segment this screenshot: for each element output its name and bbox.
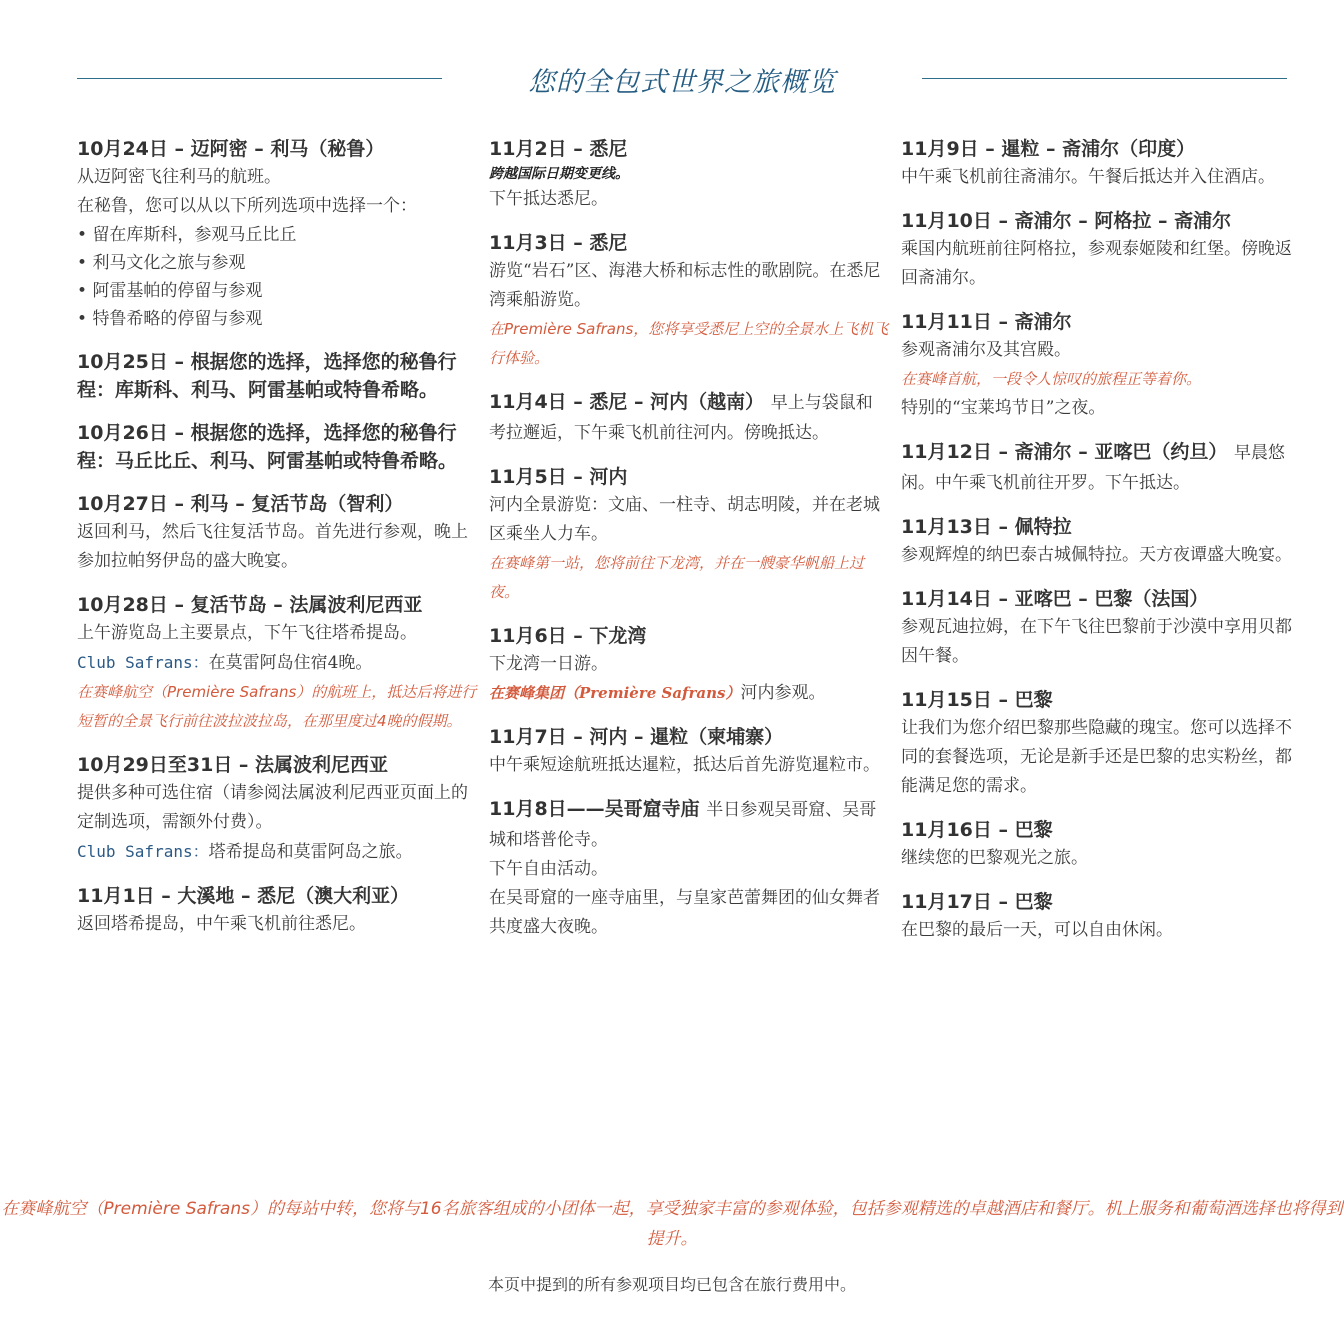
day-heading bbox=[901, 888, 1301, 916]
itinerary-day bbox=[489, 135, 889, 214]
day-heading bbox=[901, 816, 1301, 844]
day-heading bbox=[489, 135, 889, 163]
day-text: 在秘鲁，您可以从以下所列选项中选择一个： bbox=[77, 196, 417, 216]
footer-premiere-note: 在赛峰航空（Première Safrans）的每站中转，您将与16名旅客组成的小团体一起，享受独家丰富的参观体验，包括参观精选的卓越酒店和餐厅。机上服务和葡萄酒选择也将得到提升。 bbox=[1, 1199, 1343, 1249]
premiere-highlight: 在Première Safrans，您将享受悉尼上空的全景水上飞机飞行体验。 bbox=[489, 320, 889, 367]
day-title: 11月2日 – 悉尼 bbox=[489, 138, 628, 160]
itinerary-day bbox=[489, 622, 889, 708]
day-inline-text: 半日参观吴哥窟、吴哥城和塔普伦寺。 bbox=[489, 800, 877, 850]
day-heading bbox=[77, 751, 477, 779]
premiere-line bbox=[489, 679, 889, 708]
club-safrans-line bbox=[77, 837, 477, 867]
day-title: 11月9日 – 暹粒 – 斋浦尔（印度） bbox=[901, 138, 1196, 160]
day-heading bbox=[901, 207, 1301, 235]
day-text: 特别的“宝莱坞节日”之夜。 bbox=[901, 398, 1106, 418]
day-text: 在巴黎的最后一天，可以自由休闲。 bbox=[901, 920, 1173, 940]
day-text: 在吴哥窟的一座寺庙里，与皇家芭蕾舞团的仙女舞者共度盛大夜晚。 bbox=[489, 888, 880, 937]
day-text: 返回利马，然后飞往复活节岛。首先进行参观，晚上参加拉帕努伊岛的盛大晚宴。 bbox=[77, 522, 468, 571]
itinerary-day bbox=[489, 795, 889, 942]
itinerary-day bbox=[901, 438, 1301, 498]
option-item: • 留在库斯科，参观马丘比丘 bbox=[77, 221, 477, 249]
itinerary-day bbox=[489, 388, 889, 448]
club-safrans-label: Club Safrans： bbox=[77, 653, 209, 672]
header-rule-right bbox=[922, 78, 1287, 79]
itinerary-day bbox=[489, 463, 889, 607]
day-heading bbox=[489, 723, 889, 751]
itinerary-day bbox=[77, 751, 477, 867]
day-title: 11月15日 – 巴黎 bbox=[901, 689, 1053, 711]
day-heading bbox=[489, 388, 889, 448]
day-text: 参观斋浦尔及其宫殿。 bbox=[901, 340, 1071, 360]
day-title: 10月29日至31日 – 法属波利尼西亚 bbox=[77, 754, 389, 776]
day-title: 11月16日 – 巴黎 bbox=[901, 819, 1053, 841]
day-title: 11月4日 – 悉尼 – 河内（越南） bbox=[489, 391, 765, 413]
page-header bbox=[77, 56, 1287, 100]
day-title: 11月3日 – 悉尼 bbox=[489, 232, 628, 254]
day-text: 中午乘短途航班抵达暹粒，抵达后首先游览暹粒市。 bbox=[489, 755, 880, 775]
day-text: 继续您的巴黎观光之旅。 bbox=[901, 848, 1088, 868]
day-title: 11月8日——吴哥窟寺庙 bbox=[489, 798, 700, 820]
day-heading bbox=[77, 135, 477, 163]
day-text: 下午自由活动。 bbox=[489, 859, 608, 879]
footer-included-note: 本页中提到的所有参观项目均已包含在旅行费用中。 bbox=[487, 1275, 856, 1294]
day-text: 游览“岩石”区、海港大桥和标志性的歌剧院。在悉尼湾乘船游览。 bbox=[489, 261, 881, 310]
day-heading bbox=[901, 308, 1301, 336]
day-text: 下午抵达悉尼。 bbox=[489, 189, 608, 209]
day-inline-text: 早晨悠闲。中午乘飞机前往开罗。下午抵达。 bbox=[901, 443, 1285, 493]
day-heading bbox=[77, 348, 477, 404]
day-heading bbox=[901, 135, 1301, 163]
day-text: 参观瓦迪拉姆，在下午飞往巴黎前于沙漠中享用贝都因午餐。 bbox=[901, 617, 1292, 666]
day-heading bbox=[901, 513, 1301, 541]
day-title: 10月26日 – 根据您的选择，选择您的秘鲁行程：马丘比丘、利马、阿雷基帕或特鲁希略。 bbox=[77, 422, 458, 472]
date-line-note: 跨越国际日期变更线。 bbox=[489, 166, 629, 182]
day-heading bbox=[901, 585, 1301, 613]
day-text: 返回塔希提岛，中午乘飞机前往悉尼。 bbox=[77, 914, 366, 934]
itinerary-day bbox=[901, 585, 1301, 671]
day-text: 参观辉煌的纳巴泰古城佩特拉。天方夜谭盛大晚宴。 bbox=[901, 545, 1292, 565]
day-heading bbox=[77, 591, 477, 619]
day-title: 11月5日 – 河内 bbox=[489, 466, 628, 488]
itinerary-column-3 bbox=[901, 135, 1301, 960]
day-heading bbox=[901, 686, 1301, 714]
club-safrans-label: Club Safrans： bbox=[77, 842, 209, 861]
premiere-highlight: 在赛峰航空（Première Safrans）的航班上，抵达后将进行短暂的全景飞行前往波拉波拉岛，在那里度过4晚的假期。 bbox=[77, 683, 477, 730]
day-heading bbox=[77, 882, 477, 910]
itinerary-day bbox=[77, 419, 477, 475]
day-heading bbox=[489, 622, 889, 650]
itinerary-day bbox=[489, 723, 889, 780]
premiere-highlight: 在赛峰首航，一段令人惊叹的旅程正等着你。 bbox=[901, 370, 1202, 388]
itinerary-column-1 bbox=[77, 135, 477, 954]
day-text: 下龙湾一日游。 bbox=[489, 654, 608, 674]
option-list bbox=[77, 221, 477, 333]
day-title: 10月28日 – 复活节岛 – 法属波利尼西亚 bbox=[77, 594, 423, 616]
itinerary-day bbox=[77, 490, 477, 576]
premiere-highlight: 在赛峰第一站，您将前往下龙湾，并在一艘豪华帆船上过夜。 bbox=[489, 554, 865, 601]
day-title: 11月11日 – 斋浦尔 bbox=[901, 311, 1072, 333]
day-heading bbox=[77, 490, 477, 518]
day-heading bbox=[77, 419, 477, 475]
itinerary-day bbox=[77, 882, 477, 939]
day-text: 上午游览岛上主要景点，下午飞往塔希提岛。 bbox=[77, 623, 417, 643]
day-title: 11月6日 – 下龙湾 bbox=[489, 625, 647, 647]
day-text: 河内全景游览：文庙、一柱寺、胡志明陵，并在老城区乘坐人力车。 bbox=[489, 495, 880, 544]
club-safrans-text: 塔希提岛和莫雷阿岛之旅。 bbox=[208, 842, 413, 862]
itinerary-day bbox=[901, 207, 1301, 293]
club-safrans-text: 在莫雷阿岛住宿4晚。 bbox=[208, 653, 373, 673]
day-heading bbox=[901, 438, 1301, 498]
day-text: 让我们为您介绍巴黎那些隐藏的瑰宝。您可以选择不同的套餐选项，无论是新手还是巴黎的忠实粉丝，都能满足您的需求。 bbox=[901, 718, 1292, 796]
day-title: 11月13日 – 佩特拉 bbox=[901, 516, 1072, 538]
day-text: 提供多种可选住宿（请参阅法属波利尼西亚页面上的定制选项，需额外付费）。 bbox=[77, 783, 468, 832]
day-text: 乘国内航班前往阿格拉，参观泰姬陵和红堡。傍晚返回斋浦尔。 bbox=[901, 239, 1292, 288]
itinerary-day bbox=[901, 513, 1301, 570]
itinerary-day bbox=[901, 135, 1301, 192]
day-text: 从迈阿密飞往利马的航班。 bbox=[77, 167, 281, 187]
day-title: 11月17日 – 巴黎 bbox=[901, 891, 1053, 913]
day-title: 11月14日 – 亚喀巴 – 巴黎（法国） bbox=[901, 588, 1209, 610]
day-heading bbox=[489, 795, 889, 855]
itinerary-day bbox=[77, 591, 477, 736]
day-heading bbox=[489, 463, 889, 491]
club-safrans-line bbox=[77, 648, 477, 678]
day-title: 10月27日 – 利马 – 复活节岛（智利） bbox=[77, 493, 404, 515]
day-text: 中午乘飞机前往斋浦尔。午餐后抵达并入住酒店。 bbox=[901, 167, 1275, 187]
itinerary-day bbox=[901, 888, 1301, 945]
itinerary-column-2 bbox=[489, 135, 889, 957]
premiere-label: 在赛峰集团（Première Safrans） bbox=[489, 684, 741, 702]
day-title: 11月7日 – 河内 – 暹粒（柬埔寨） bbox=[489, 726, 784, 748]
itinerary-day bbox=[901, 816, 1301, 873]
itinerary-day bbox=[489, 229, 889, 373]
day-title: 10月25日 – 根据您的选择，选择您的秘鲁行程：库斯科、利马、阿雷基帕或特鲁希略。 bbox=[77, 351, 457, 401]
premiere-tail: 河内参观。 bbox=[740, 683, 826, 703]
itinerary-day bbox=[77, 348, 477, 404]
day-title: 11月10日 – 斋浦尔 – 阿格拉 – 斋浦尔 bbox=[901, 210, 1232, 232]
option-item: • 阿雷基帕的停留与参观 bbox=[77, 277, 477, 305]
day-title: 10月24日 – 迈阿密 – 利马（秘鲁） bbox=[77, 138, 385, 160]
option-item: • 利马文化之旅与参观 bbox=[77, 249, 477, 277]
itinerary-day bbox=[77, 135, 477, 333]
itinerary-day bbox=[901, 686, 1301, 801]
day-title: 11月12日 – 斋浦尔 – 亚喀巴（约旦） bbox=[901, 441, 1228, 463]
itinerary-day bbox=[901, 308, 1301, 423]
day-title: 11月1日 – 大溪地 – 悉尼（澳大利亚） bbox=[77, 885, 410, 907]
option-item: • 特鲁希略的停留与参观 bbox=[77, 305, 477, 333]
day-inline-text: 早上与袋鼠和考拉邂逅，下午乘飞机前往河内。傍晚抵达。 bbox=[489, 393, 873, 443]
day-heading bbox=[489, 229, 889, 257]
page-title: 您的全包式世界之旅概览 bbox=[528, 67, 836, 98]
